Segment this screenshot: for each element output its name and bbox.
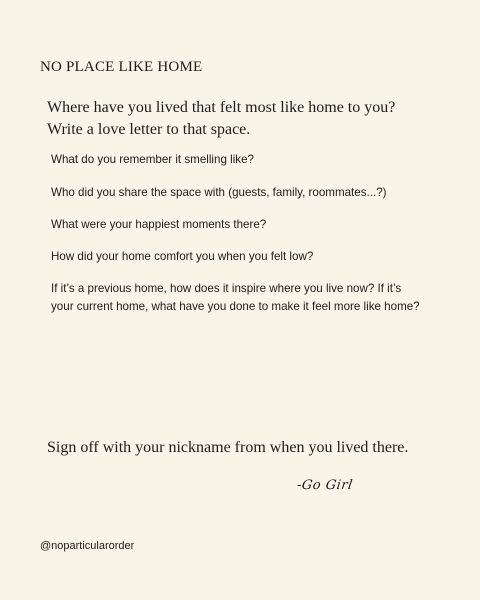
social-handle: @noparticularorder (40, 540, 135, 552)
question-text: How did your home comfort you when you felt low? (51, 250, 314, 263)
intro-line-2: Write a love letter to that space. (47, 121, 251, 138)
intro-line-1: Where have you lived that felt most like home to you? (47, 99, 396, 116)
question-item (51, 248, 471, 266)
handwritten-signature: -Go Girl (295, 478, 354, 493)
signoff-instruction: Sign off with your nickname from when you lived there. (47, 439, 409, 456)
question-item (51, 151, 471, 169)
question-text: What do you remember it smelling like? (51, 153, 254, 166)
intro-prompt (47, 97, 447, 141)
question-text: If it’s a previous home, how does it inspire where you live now? If it’s (51, 282, 402, 295)
question-item (51, 280, 471, 316)
question-item (51, 184, 471, 202)
question-text: Who did you share the space with (guests, family, roommates...?) (51, 186, 387, 199)
question-text: your current home, what have you done to make it feel more like home? (51, 300, 420, 313)
question-item (51, 216, 471, 234)
question-text: What were your happiest moments there? (51, 218, 267, 231)
page-title: NO PLACE LIKE HOME (40, 59, 203, 75)
